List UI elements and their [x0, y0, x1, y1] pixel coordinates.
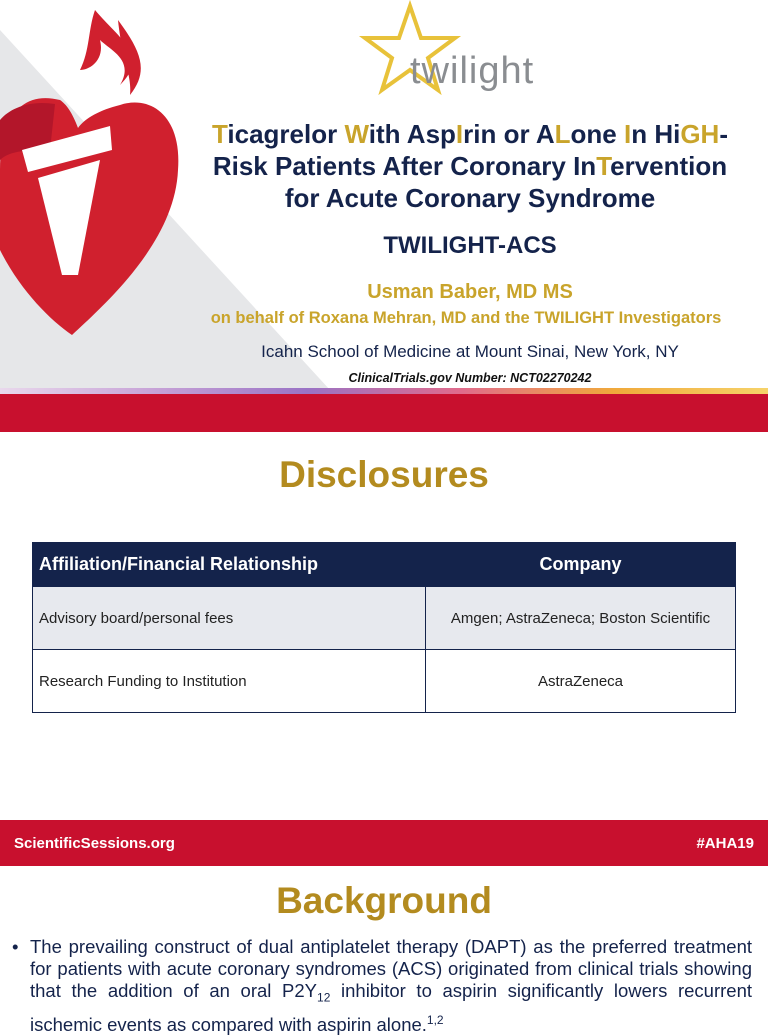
footer-band	[0, 820, 768, 866]
column-header: Company	[426, 543, 736, 587]
title-highlight-letter: T	[596, 151, 611, 181]
bullet-text-part1: The prevailing construct of dual antiplatelet therapy (DAPT) as the preferred treatment for patients with acute coronary syndromes (ACS) originated from clinical trials showing that the addition of an oral P2Y	[30, 936, 752, 1001]
title-text-segment: rin or A	[463, 119, 555, 149]
title-line-3: for Acute Coronary Syndrome	[284, 183, 656, 213]
title-text-segment: n Hi	[631, 119, 681, 149]
title-text-segment: Risk Patients After Coronary In	[212, 151, 597, 181]
company-cell: Amgen; AstraZeneca; Boston Scientific	[426, 587, 736, 650]
bullet-subscript: 12	[317, 990, 331, 1005]
company-cell: AstraZeneca	[426, 650, 736, 713]
table-header-row	[33, 543, 736, 587]
title-text-segment: ervention	[610, 151, 728, 181]
title-text-segment: one	[570, 119, 624, 149]
trial-registration: ClinicalTrials.gov Number: NCT02270242	[348, 371, 592, 385]
title-text-segment: ith Asp	[368, 119, 456, 149]
background-heading: Background	[276, 880, 492, 921]
column-header: Affiliation/Financial Relationship	[33, 543, 426, 587]
background-slide	[0, 866, 768, 1035]
bullet-citation: 1,2	[426, 1012, 444, 1027]
bullet-item	[12, 936, 752, 1036]
table-row	[33, 587, 736, 650]
relationship-cell: Advisory board/personal fees	[33, 587, 426, 650]
study-acronym: TWILIGHT-ACS	[383, 232, 557, 259]
title-slide	[0, 0, 768, 432]
title-highlight-letter: W	[344, 119, 369, 149]
presenter-name: Usman Baber, MD MS	[367, 281, 573, 303]
disclosures-heading: Disclosures	[279, 454, 489, 495]
on-behalf-line: on behalf of Roxana Mehran, MD and the TWILIGHT Investigators	[210, 309, 722, 327]
title-highlight-letter: GH	[680, 119, 720, 149]
twilight-wordmark: twilight	[410, 50, 535, 92]
title-highlight-letter: T	[211, 119, 228, 149]
title-line-1	[170, 118, 770, 150]
bullet-text	[30, 936, 752, 1036]
twilight-logo	[350, 2, 570, 97]
table-row	[33, 650, 736, 713]
disclosures-slide	[0, 432, 768, 866]
title-highlight-letter: I	[455, 119, 464, 149]
study-title	[170, 118, 770, 214]
red-band	[0, 394, 768, 432]
relationship-cell: Research Funding to Institution	[33, 650, 426, 713]
bullet-text-part2: inhibitor to aspirin significantly lowers recurrent ischemic events as compared with aspirin alone.	[30, 980, 752, 1035]
title-text-segment: icagrelor	[227, 119, 345, 149]
footer-hashtag: #AHA19	[696, 835, 754, 852]
title-highlight-letter: L	[554, 119, 571, 149]
footer-site: ScientificSessions.org	[14, 835, 175, 852]
institution: Icahn School of Medicine at Mount Sinai, New York, NY	[261, 342, 679, 361]
title-highlight-letter: I	[623, 119, 632, 149]
disclosures-table	[32, 542, 736, 713]
title-line-2	[170, 150, 770, 182]
title-text-segment: -	[719, 119, 728, 149]
bullet-marker: •	[12, 936, 19, 957]
